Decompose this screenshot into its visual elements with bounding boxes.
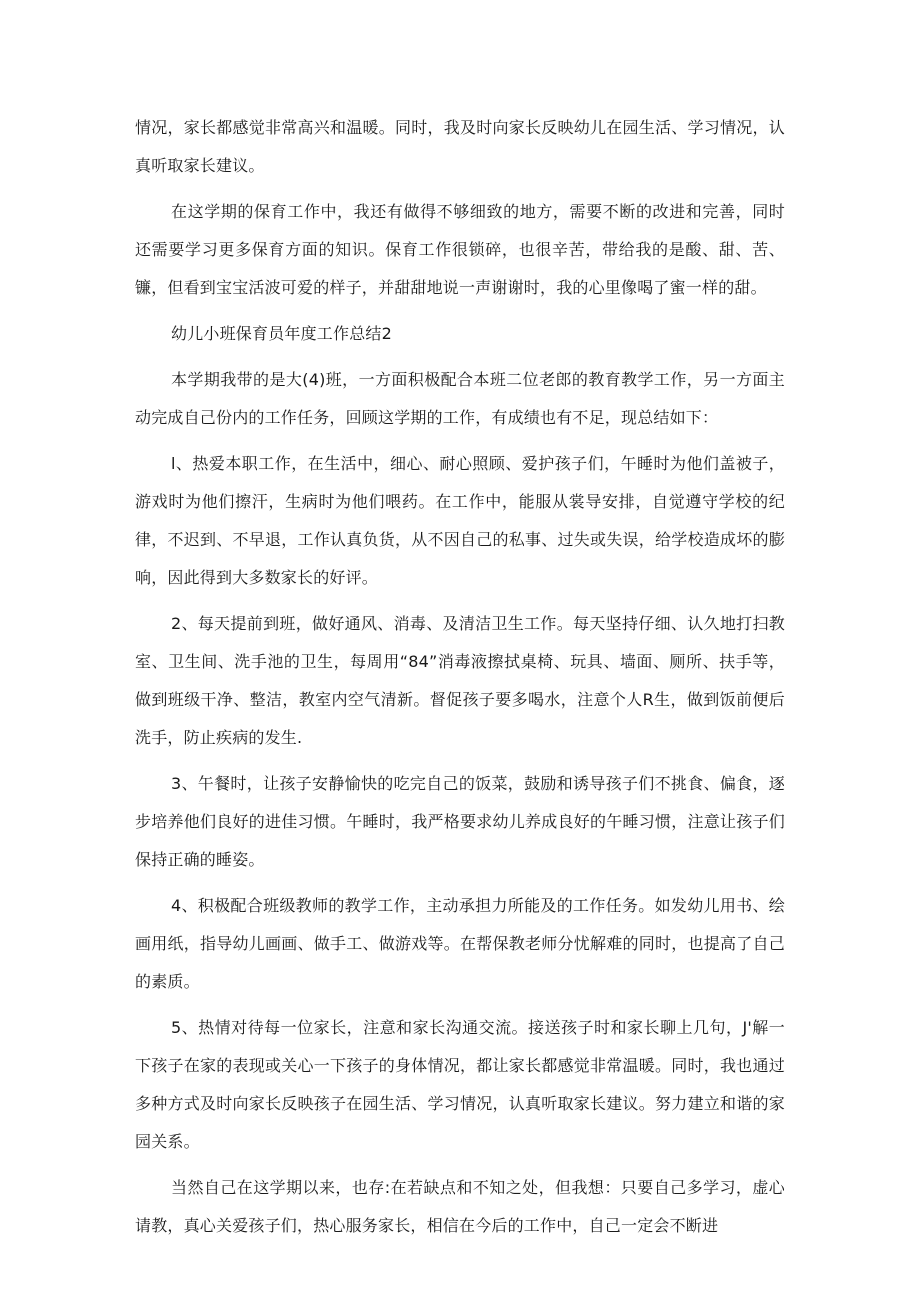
paragraph-item-3: 3、午餐时，让孩子安静愉快的吃完自己的饭菜，鼓励和诱导孩子们不挑食、偏食，逐步培养他们良好的进佳习惯。午睡时，我严格要求幼儿养成良好的午睡习惯，注意让孩子们保持正确的睡姿。	[135, 774, 785, 869]
paragraph-conclusion: 当然自己在这学期以来，也存:在若缺点和不知之处，但我想：只要自己多学习，虚心请教，真心关爱孩子们，热心服务家长，相信在今后的工作中，自己一定会不断进	[135, 1178, 785, 1235]
paragraph-item-5: 5、热情对待每一位家长，注意和家长沟通交流。接送孩子时和家长聊上几句，J'解一下孩子在家的表现或关心一下孩子的身体情况，都让家长都感觉非常温暖。同时，我也通过多种方式及时向家长反映孩子在园生活、学习情况，认真听取家长建议。努力建立和谐的家园关系。	[135, 1018, 785, 1151]
paragraph-item-2: 2、每天提前到班，做好通风、消毒、及清洁卫生工作。每天坚持仔细、认久地打扫教室、卫生间、洗手池的卫生，每周用“84”消毒液擦拭桌椅、玩具、墙面、厕所、扶手等，做到班级干净、整洁，教室内空气清新。督促孩子要多喝水，注意个人R生，做到饭前便后洗手，防止疾病的发生.	[135, 614, 785, 747]
paragraph-continuation: 情况，家长都感觉非常高兴和温暖。同时，我及时向家长反映幼儿在园生活、学习情况，认真听取家长建议。	[135, 118, 785, 175]
paragraph-intro: 本学期我带的是大(4)班，一方面积极配合本班二位老郎的教育教学工作，另一方面主动完成自己份内的工作任务，回顾这学期的工作，有成绩也有不足，现总结如下：	[135, 370, 785, 427]
section-heading: 幼儿小班保育员年度工作总结2	[171, 324, 392, 343]
document-body	[135, 109, 785, 1253]
paragraph-reflection: 在这学期的保育工作中，我还有做得不够细致的地方，需要不断的改进和完善，同时还需要学习更多保育方面的知识。保育工作很锁碎，也很辛苦，带给我的是酸、甜、苦、镰，但看到宝宝活波可爱的样子，并甜甜地说一声谢谢时，我的心里像喝了蜜一样的甜。	[135, 202, 785, 297]
paragraph-item-4: 4、积极配合班级教师的教学工作，主动承担力所能及的工作任务。如发幼儿用书、绘画用纸，指导幼儿画画、做手工、做游戏等。在帮保教老师分忧解难的同时，也提高了自己的素质。	[135, 896, 785, 991]
paragraph-item-1: l、热爱本职工作，在生活中，细心、耐心照顾、爱护孩子们，午睡时为他们盖被子，游戏时为他们擦汗，生病时为他们喂药。在工作中，能服从裳导安排，自觉遵守学校的纪律，不迟到、不早退，工作认真负货，从不因自己的私事、过失或失误，给学校造成坏的膨响，因此得到大多数家长的好评。	[135, 454, 785, 587]
